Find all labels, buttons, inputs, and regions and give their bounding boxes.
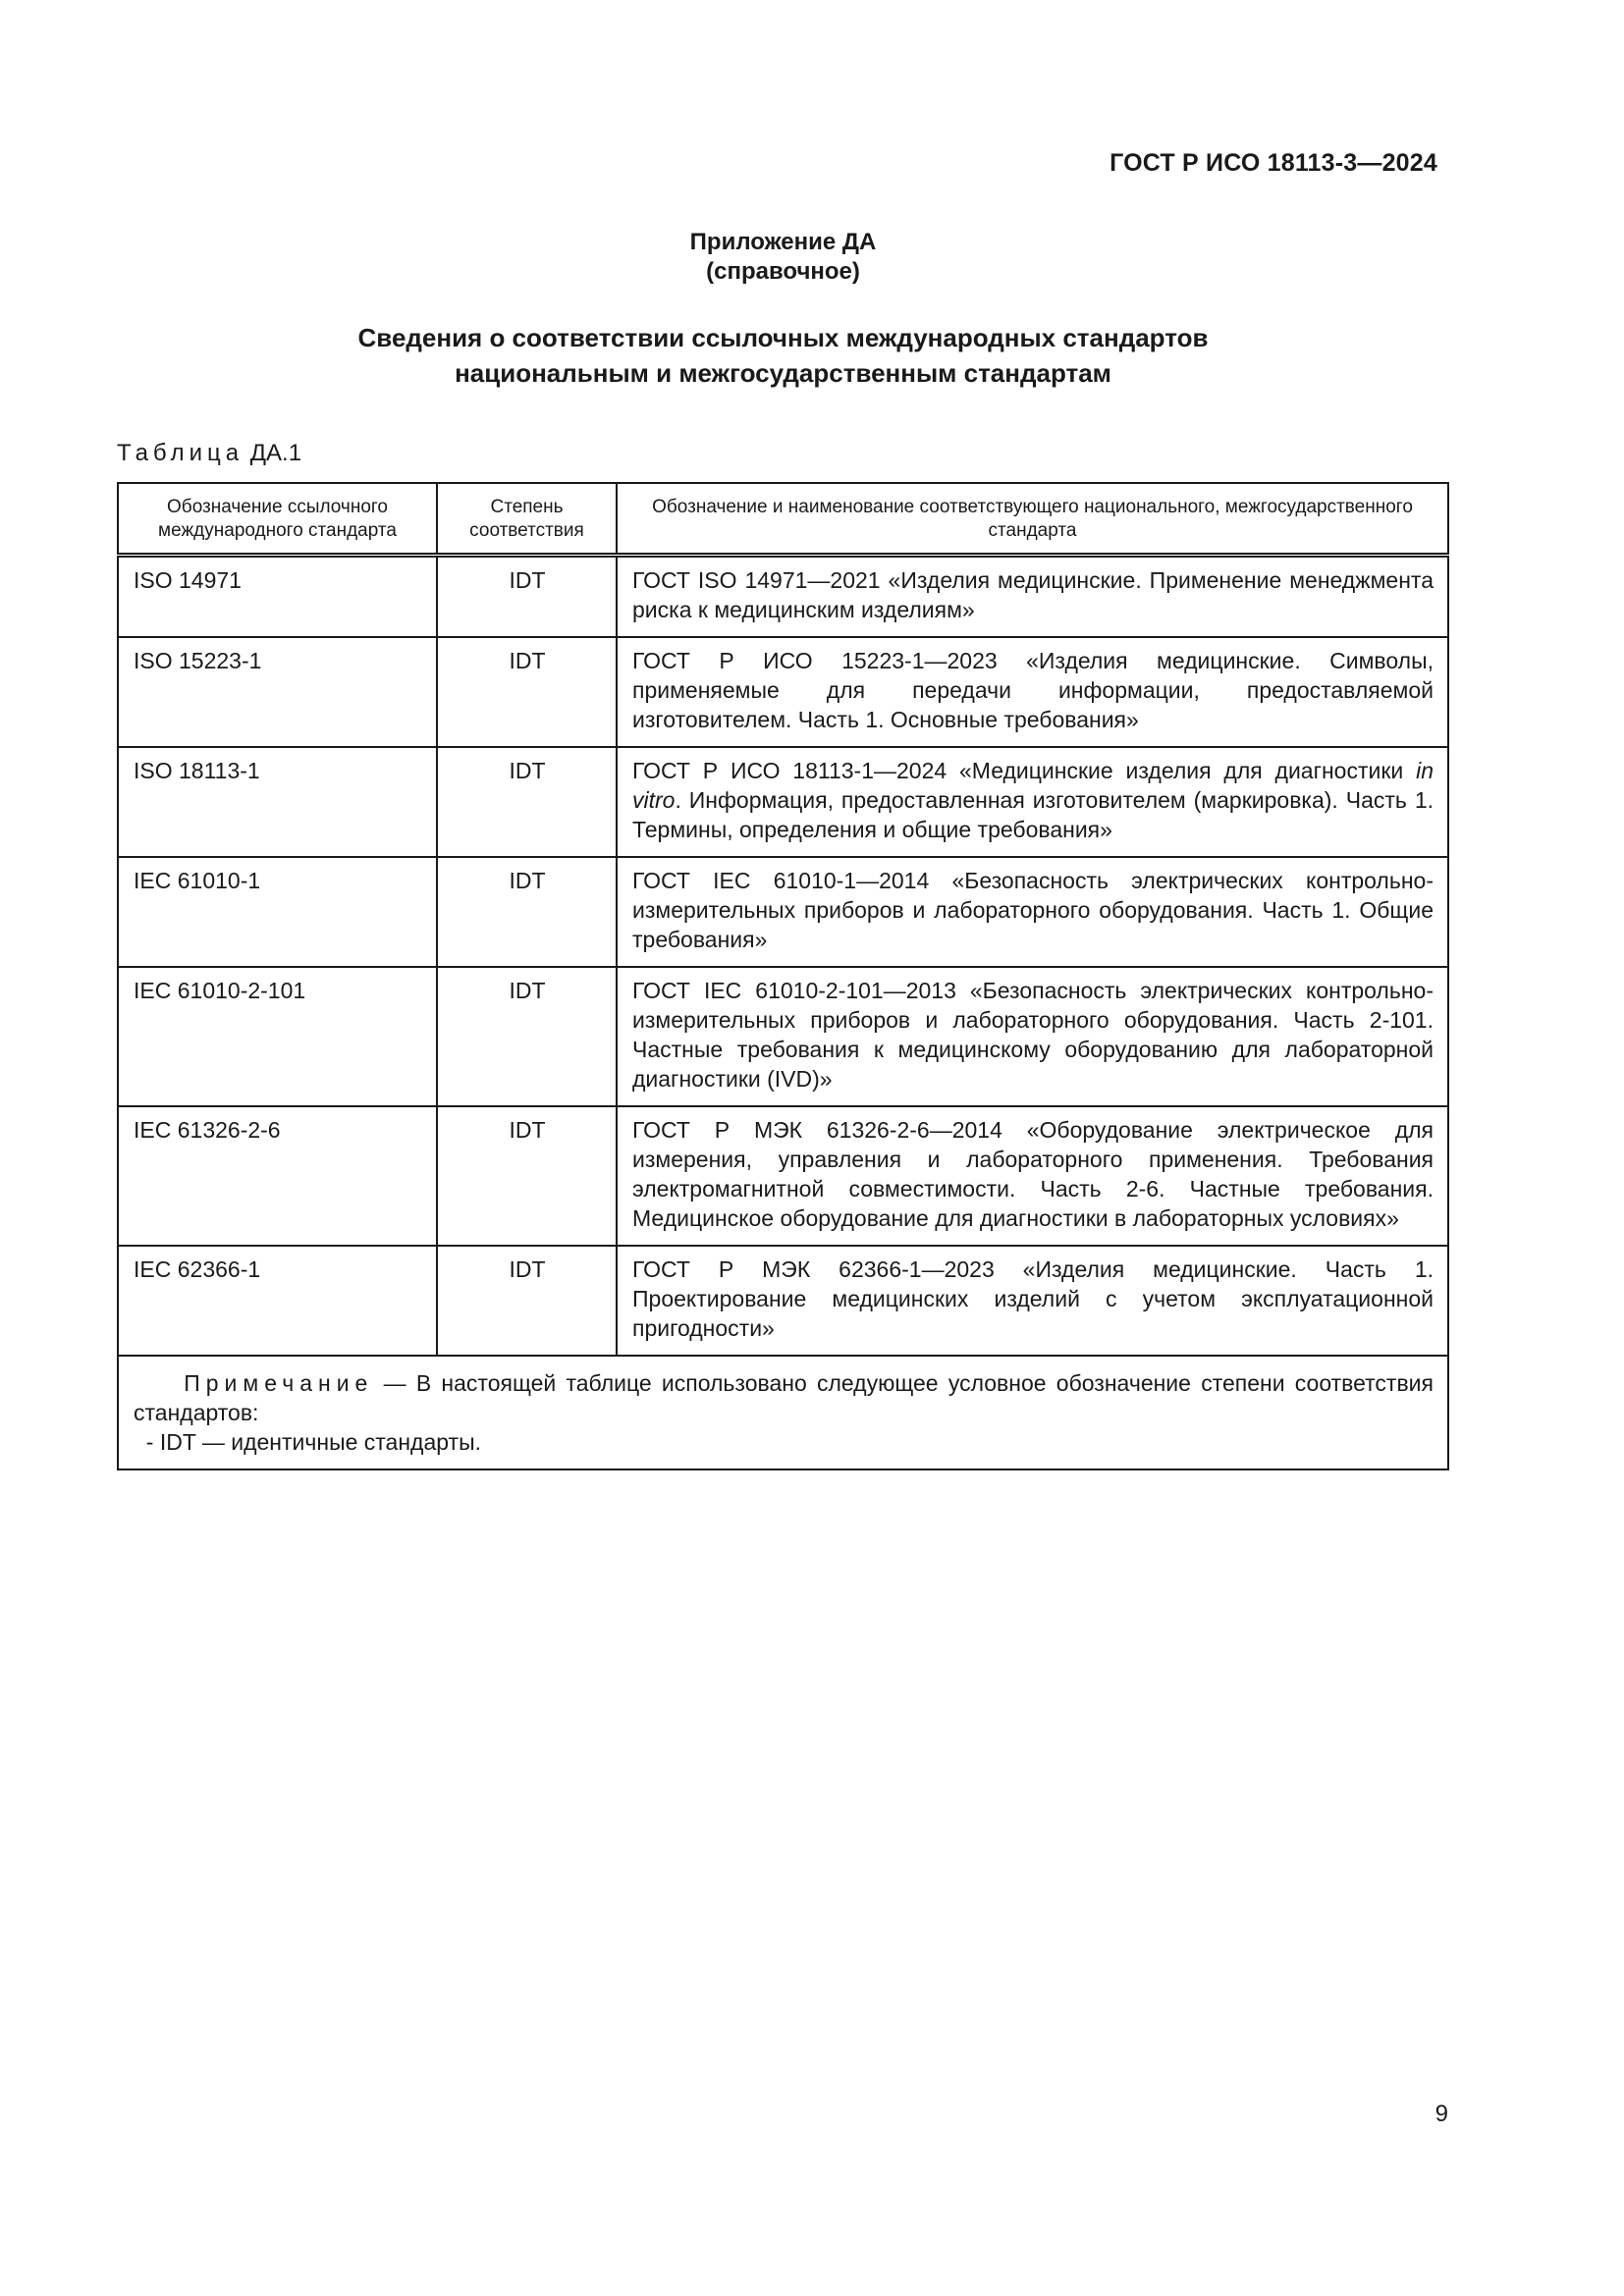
international-standard-cell: IEC 61326-2-6 bbox=[118, 1106, 437, 1246]
national-standard-text-end: . Информация, предоставленная изготовителем (маркировка). Часть 1. Термины, определения и общие требования» bbox=[632, 787, 1434, 842]
standards-correspondence-table bbox=[117, 482, 1449, 1470]
note-item bbox=[134, 1427, 1434, 1457]
note-text: — В настоящей таблице использовано следующее условное обозначение степени соответствия стандартов: bbox=[134, 1370, 1434, 1425]
degree-cell: IDT bbox=[437, 556, 617, 638]
table-row bbox=[118, 637, 1448, 747]
degree-cell: IDT bbox=[437, 637, 617, 747]
note-item-text: - IDT — идентичные стандарты. bbox=[145, 1429, 482, 1455]
national-standard-cell: ГОСТ Р ИСО 15223-1—2023 «Изделия медицинские. Символы, применяемые для передачи информации, предоставляемой изготовителем. Часть 1. Основные требования» bbox=[617, 637, 1448, 747]
appendix-subtitle: (справочное) bbox=[706, 258, 860, 285]
degree-cell: IDT bbox=[437, 1246, 617, 1356]
national-standard-cell: ГОСТ IEC 61010-1—2014 «Безопасность электрических контрольно-измерительных приборов и лабораторного оборудования. Часть 1. Общие требования» bbox=[617, 857, 1448, 967]
header-international-standard: Обозначение ссылочного международного стандарта bbox=[118, 483, 437, 556]
national-standard-cell: ГОСТ Р МЭК 61326-2-6—2014 «Оборудование электрическое для измерения, управления и лабораторного применения. Требования электромагнитной совместимости. Часть 2-6. Частные требования. Медицинское оборудование для диагностики в лабораторных условиях» bbox=[617, 1106, 1448, 1246]
national-standard-cell: ГОСТ ISO 14971—2021 «Изделия медицинские. Применение менеджмента риска к медицинским изделиям» bbox=[617, 556, 1448, 638]
header-degree-of-correspondence: Степень соответствия bbox=[437, 483, 617, 556]
national-standard-cell: ГОСТ IEC 61010-2-101—2013 «Безопасность электрических контрольно-измерительных приборов и лабораторного оборудования. Часть 2-101. Частные требования к медицинскому оборудованию для лабораторной диагностики (IVD)» bbox=[617, 967, 1448, 1106]
national-standard-cell: ГОСТ Р МЭК 62366-1—2023 «Изделия медицинские. Часть 1. Проектирование медицинских изделий с учетом эксплуатационной пригодности» bbox=[617, 1246, 1448, 1356]
national-standard-cell bbox=[617, 747, 1448, 857]
table-row bbox=[118, 1246, 1448, 1356]
international-standard-cell: ISO 14971 bbox=[118, 556, 437, 638]
note-label: Примечание bbox=[184, 1370, 374, 1396]
international-standard-cell: IEC 61010-1 bbox=[118, 857, 437, 967]
table-row bbox=[118, 1106, 1448, 1246]
international-standard-cell: IEC 61010-2-101 bbox=[118, 967, 437, 1106]
table-row bbox=[118, 857, 1448, 967]
degree-cell: IDT bbox=[437, 857, 617, 967]
document-code: ГОСТ Р ИСО 18113-3—2024 bbox=[1110, 149, 1437, 177]
table-row bbox=[118, 967, 1448, 1106]
international-standard-cell: ISO 18113-1 bbox=[118, 747, 437, 857]
section-title-line-2: национальным и межгосударственным стандартам bbox=[455, 358, 1111, 388]
international-standard-cell: ISO 15223-1 bbox=[118, 637, 437, 747]
table-row bbox=[118, 556, 1448, 638]
national-standard-text-start: ГОСТ Р ИСО 18113-1—2024 «Медицинские изделия для диагностики bbox=[632, 758, 1417, 783]
degree-cell: IDT bbox=[437, 967, 617, 1106]
table-note-row bbox=[118, 1356, 1448, 1469]
degree-cell: IDT bbox=[437, 1106, 617, 1246]
table-row bbox=[118, 747, 1448, 857]
appendix-title: Приложение ДА bbox=[689, 229, 877, 255]
note-paragraph bbox=[134, 1368, 1434, 1427]
section-heading bbox=[0, 320, 1566, 391]
table-caption-label: Таблица bbox=[117, 440, 244, 466]
appendix-heading bbox=[0, 228, 1566, 287]
section-title-line-1: Сведения о соответствии ссылочных международных стандартов bbox=[357, 323, 1209, 352]
table-note bbox=[118, 1356, 1448, 1469]
table-caption bbox=[117, 440, 301, 467]
international-standard-cell: IEC 62366-1 bbox=[118, 1246, 437, 1356]
table-caption-number: ДА.1 bbox=[249, 440, 302, 466]
in-vitro-italic-text: in vitro bbox=[632, 758, 1434, 813]
page-number: 9 bbox=[1435, 2101, 1448, 2127]
table-header-row bbox=[118, 483, 1448, 556]
header-national-standard: Обозначение и наименование соответствующего национального, межгосударственного стандарта bbox=[617, 483, 1448, 556]
degree-cell: IDT bbox=[437, 747, 617, 857]
